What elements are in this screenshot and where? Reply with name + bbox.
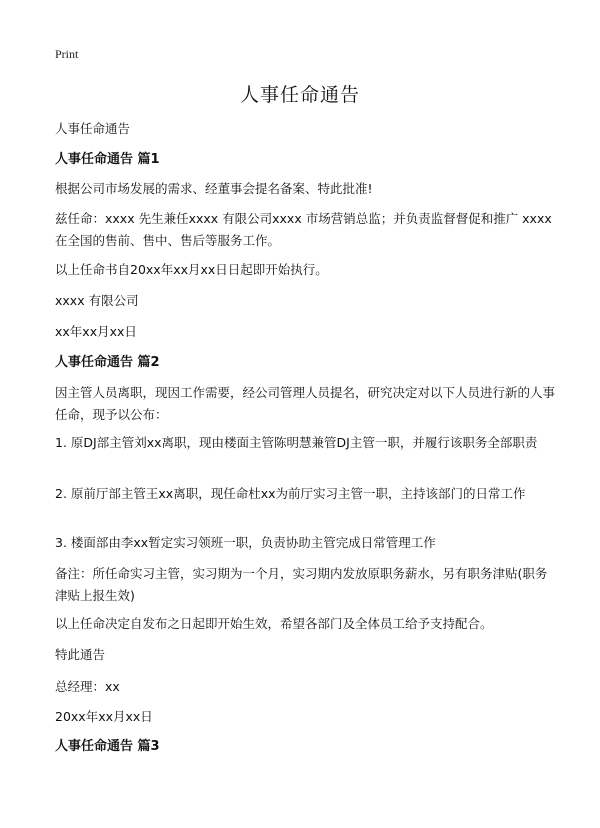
paragraph-effective-date: 以上任命书自20xx年xx月xx日日起即开始执行。 [55,262,328,277]
list-item: 1. 原DJ部主管刘xx离职，现由楼面主管陈明慧兼管DJ主管一职，并履行该职务全部职责 [55,435,538,450]
notice-line: 特此通告 [55,647,106,662]
paragraph-reason: 因主管人员离职，现因工作需要，经公司管理人员提名，研究决定对以下人员进行新的人事任命，现予以公布： [55,385,556,422]
date-line: xx年xx月xx日 [55,324,137,339]
section-heading-3: 人事任命通告 篇3 [55,739,160,754]
signature-line: 总经理：xx [55,679,120,694]
date-line: 20xx年xx月xx日 [55,709,153,724]
list-item: 2. 原前厅部主管王xx离职，现任命杜xx为前厅实习主管一职，主持该部门的日常工作 [55,486,526,501]
paragraph-appointment: 兹任命：xxxx 先生兼任xxxx 有限公司xxxx 市场营销总监；并负责监督督促和推广 xxxx 在全国的售前、售中、售后等服务工作。 [55,211,552,248]
intro-line: 人事任命通告 [55,121,131,136]
print-link[interactable]: Print [55,47,79,61]
company-name: xxxx 有限公司 [55,293,139,308]
list-item: 3. 楼面部由李xx暂定实习领班一职，负责协助主管完成日常管理工作 [55,535,436,550]
paragraph-closing: 以上任命决定自发布之日起即开始生效，希望各部门及全体员工给予支持配合。 [55,616,493,631]
page-title: 人事任命通告 [239,84,360,106]
section-heading-2: 人事任命通告 篇2 [55,355,160,370]
paragraph-approval: 根据公司市场发展的需求、经董事会提名备案、特此批准! [55,181,373,196]
section-heading-1: 人事任命通告 篇1 [55,152,160,167]
paragraph-remark: 备注：所任命实习主管，实习期为一个月，实习期内发放原职务薪水，另有职务津贴(职务津贴上报生效) [55,566,548,603]
